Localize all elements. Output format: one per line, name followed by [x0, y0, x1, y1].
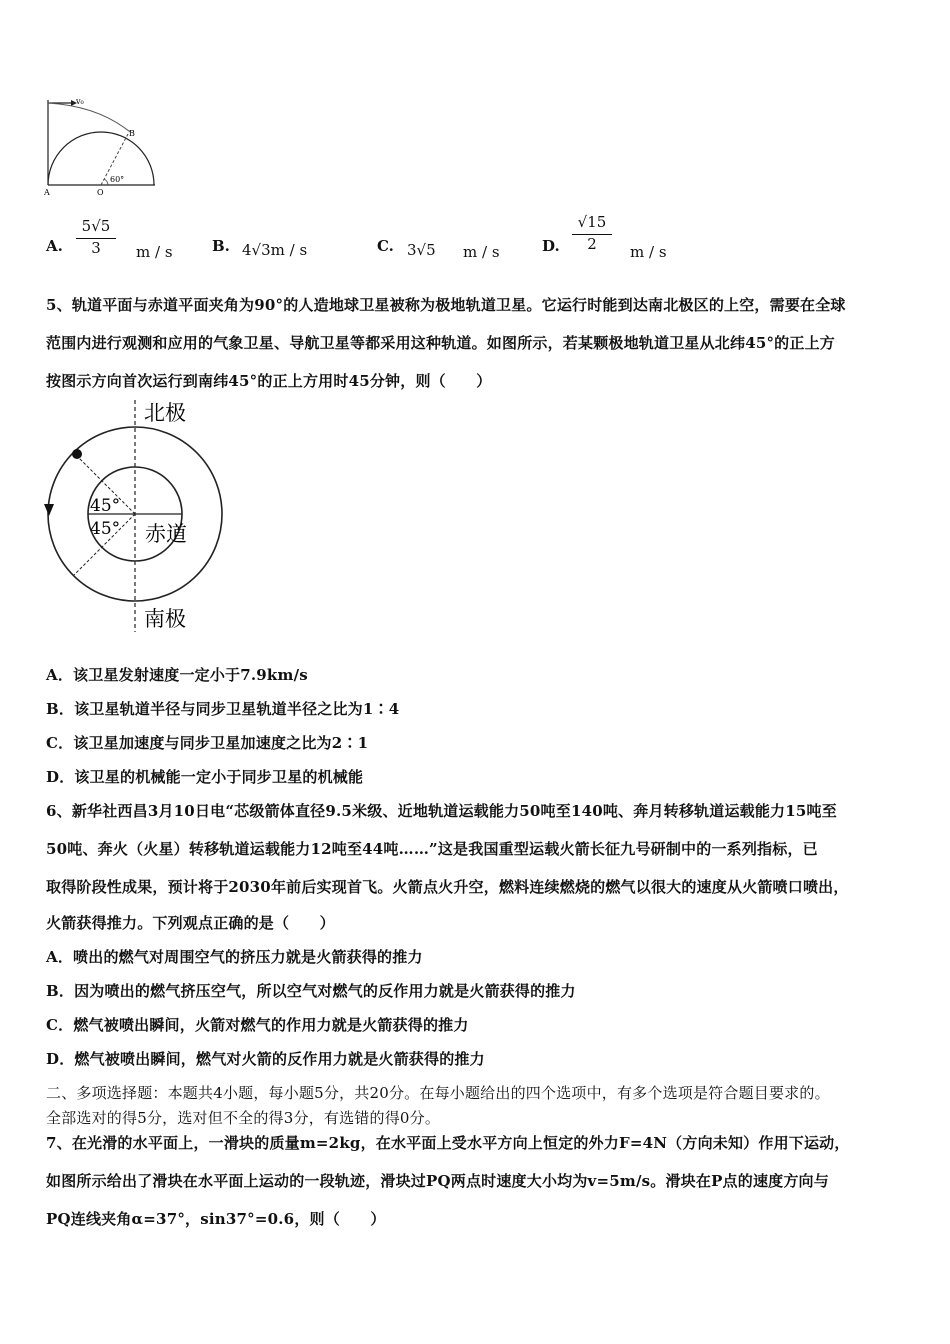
- q4-option-a-denominator: 3: [91, 239, 101, 257]
- q6-line-1: 6、新华社西昌3月10日电“芯级箭体直径9.5米级、近地轨道运载能力50吨至140吨、奔月转移轨道运载能力15吨至: [46, 802, 837, 820]
- angle-top-label: 45°: [90, 496, 121, 516]
- trajectory-curve: [48, 103, 130, 132]
- q5-line-3: 按图示方向首次运行到南纬45°的正上方用时45分钟，则（ ）: [46, 372, 492, 390]
- q6-line-2: 50吨、奔火（火星）转移轨道运载能力12吨至44吨……”这是我国重型运载火箭长征九号研制中的一系列指标，已: [46, 840, 818, 858]
- satellite-dot: [72, 449, 82, 459]
- q5-line-2: 范围内进行观测和应用的气象卫星、导航卫星等都采用这种轨道。如图所示，若某颗极地轨道卫星从北纬45°的正上方: [46, 334, 835, 352]
- b-label: B: [129, 129, 135, 138]
- q4-option-c-value: 3√5: [407, 241, 436, 259]
- o-label: O: [97, 188, 104, 197]
- q4-option-d-numerator: √15: [577, 213, 607, 231]
- angle-label: 60°: [110, 175, 125, 184]
- q6-option-b: B．因为喷出的燃气挤压空气，所以空气对燃气的反作用力就是火箭获得的推力: [46, 982, 576, 1000]
- q5-option-b: B．该卫星轨道半径与同步卫星轨道半径之比为1∶4: [46, 700, 400, 718]
- q7-line-1: 7、在光滑的水平面上，一滑块的质量m=2kg，在水平面上受水平方向上恒定的外力F=4N（方向未知）作用下运动，: [46, 1134, 850, 1152]
- direction-arrow: [44, 504, 54, 516]
- q4-option-d-unit: m / s: [630, 243, 667, 261]
- q4-option-c-unit: m / s: [463, 243, 500, 261]
- north-pole-label: 北极: [144, 401, 186, 425]
- q4-option-a-label: A.: [46, 237, 63, 255]
- equator-label: 赤道: [145, 522, 187, 546]
- q4-option-b-value: 4√3m / s: [242, 241, 308, 259]
- q4-option-b-label: B.: [212, 237, 230, 255]
- q6-option-c: C．燃气被喷出瞬间，火箭对燃气的作用力就是火箭获得的推力: [46, 1016, 469, 1034]
- polar-orbit-figure: [40, 398, 240, 634]
- angle-bottom-label: 45°: [90, 519, 121, 539]
- q6-option-a: A．喷出的燃气对周围空气的挤压力就是火箭获得的推力: [46, 948, 423, 966]
- q7-line-2: 如图所示给出了滑块在水平面上运动的一段轨迹，滑块过PQ两点时速度大小均为v=5m/s。滑块在P点的速度方向与: [46, 1172, 829, 1190]
- a-label: A: [44, 188, 50, 197]
- q5-line-1: 5、轨道平面与赤道平面夹角为90°的人造地球卫星被称为极地轨道卫星。它运行时能到达南北极区的上空，需要在全球: [46, 296, 846, 314]
- section2-heading: 二、多项选择题：本题共4小题，每小题5分，共20分。在每小题给出的四个选项中，有多个选项是符合题目要求的。: [46, 1084, 830, 1102]
- q6-line-3: 取得阶段性成果，预计将于2030年前后实现首飞。火箭点火升空，燃料连续燃烧的燃气以很大的速度从火箭喷口喷出，: [46, 878, 849, 896]
- q4-option-a-unit: m / s: [136, 243, 173, 261]
- q5-option-a: A．该卫星发射速度一定小于7.9km/s: [46, 666, 308, 684]
- q4-option-d-label: D.: [542, 237, 560, 255]
- q6-line-4: 火箭获得推力。下列观点正确的是（ ）: [46, 914, 335, 932]
- q4-option-a-numerator: 5√5: [81, 217, 111, 235]
- projectile-figure: [38, 92, 164, 200]
- q4-option-d-fraction: [570, 213, 614, 253]
- q7-line-3: PQ连线夹角α=37°，sin37°=0.6，则（ ）: [46, 1210, 386, 1228]
- semicircle: [48, 132, 154, 185]
- q6-option-d: D．燃气被喷出瞬间，燃气对火箭的反作用力就是火箭获得的推力: [46, 1050, 485, 1068]
- q4-option-a-fraction: [74, 217, 118, 257]
- section2-note: 全部选对的得5分，选对但不全的得3分，有选错的得0分。: [46, 1109, 441, 1127]
- angle-arc: [104, 179, 108, 185]
- v0-label: v₀: [76, 97, 84, 106]
- q4-option-d-denominator: 2: [587, 235, 597, 253]
- q5-option-d: D．该卫星的机械能一定小于同步卫星的机械能: [46, 768, 364, 786]
- q4-option-c-label: C.: [377, 237, 394, 255]
- q5-option-c: C．该卫星加速度与同步卫星加速度之比为2∶1: [46, 734, 369, 752]
- south-pole-label: 南极: [144, 607, 186, 631]
